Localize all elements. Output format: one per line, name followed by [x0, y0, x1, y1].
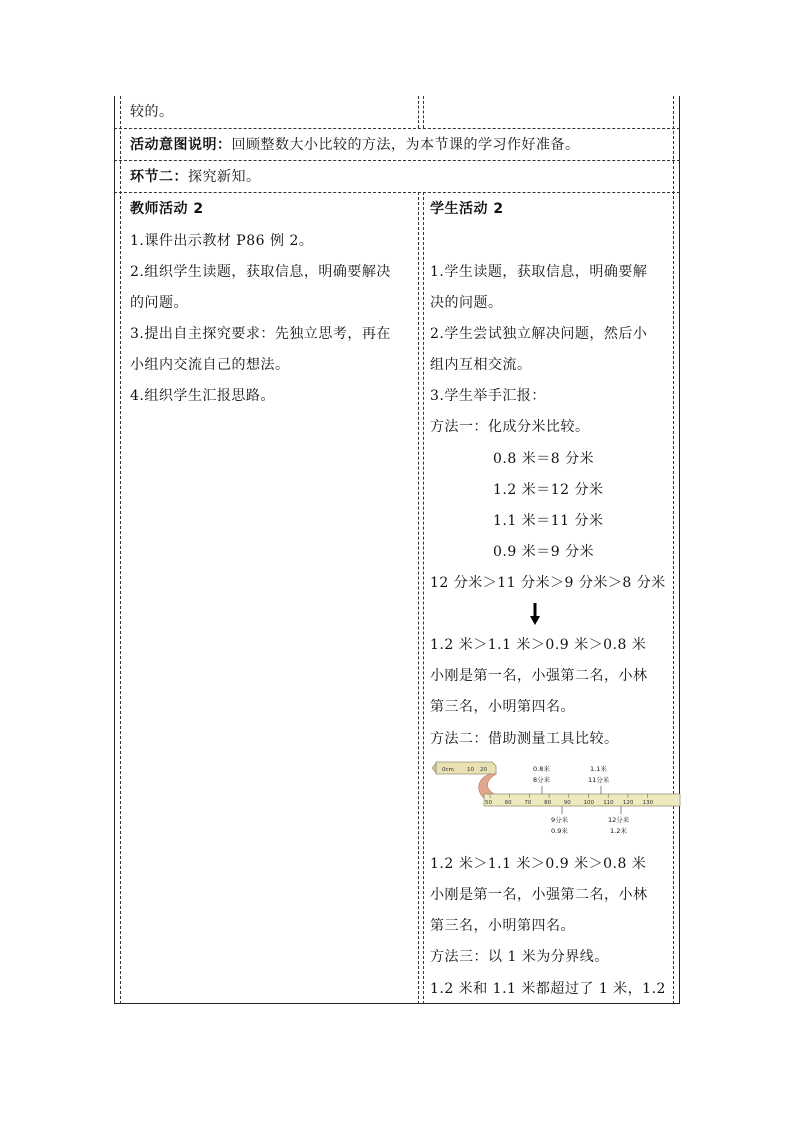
method-two-title: 方法二：借助测量工具比较。	[430, 731, 619, 747]
ruler-tick-label: 110	[603, 800, 614, 806]
intent-text: 回顾整数大小比较的方法，为本节课的学习作好准备。	[231, 137, 580, 153]
ruler-start-label: 0cm	[442, 767, 454, 773]
ruler-tick-label: 130	[642, 800, 654, 806]
ranking-line: 第三名，小明第四名。	[430, 918, 575, 934]
ranking-line: 第三名，小明第四名。	[430, 699, 575, 715]
ruler-start-tick: 20	[480, 767, 487, 773]
section-row	[130, 168, 261, 186]
column-divider-top	[418, 96, 419, 128]
column-divider-2	[423, 192, 424, 1004]
method-three-title: 方法三：以 1 米为分界线。	[430, 949, 609, 965]
conversion-line: 0.9 米＝9 分米	[493, 544, 595, 560]
row-divider-1	[114, 128, 680, 129]
ruler-label-0-9m: 0.9米	[551, 827, 568, 835]
meter-comparison-2: 1.2 米＞1.1 米＞0.9 米＞0.8 米	[430, 856, 647, 872]
ruler-tick-label: 100	[583, 800, 594, 806]
column-divider-top-2	[423, 96, 424, 128]
section-text: 探究新知。	[188, 169, 261, 185]
teacher-line: 2.组织学生读题，获取信息，明确要解决	[130, 264, 391, 280]
decimeter-comparison: 12 分米＞11 分米＞9 分米＞8 分米	[430, 575, 666, 591]
meter-comparison: 1.2 米＞1.1 米＞0.9 米＞0.8 米	[430, 637, 647, 653]
ranking-line: 小刚是第一名，小强第二名，小林	[430, 887, 648, 903]
student-line: 3.学生举手汇报：	[430, 388, 546, 404]
student-heading: 学生活动 2	[430, 201, 504, 217]
method-one-title: 方法一：化成分米比较。	[430, 419, 590, 435]
ruler-label-0-8m: 0.8米	[533, 765, 550, 773]
ruler-label-1-1m: 1.1米	[590, 765, 607, 773]
ruler-tick-label: 80	[544, 800, 552, 806]
row-divider-3	[114, 192, 680, 193]
ruler-tick-label: 90	[563, 800, 571, 806]
student-line: 1.学生读题，获取信息，明确要解	[430, 264, 648, 280]
student-line: 2.学生尝试独立解决问题，然后小	[430, 326, 648, 342]
teacher-line: 4.组织学生汇报思路。	[130, 388, 275, 404]
conversion-line: 1.1 米＝11 分米	[493, 513, 604, 529]
student-line: 决的问题。	[430, 295, 503, 311]
down-arrow-icon	[530, 603, 540, 625]
ruler-tick-label: 70	[524, 800, 532, 806]
ruler-tick-label: 60	[504, 800, 512, 806]
row-divider-2	[114, 160, 680, 161]
section-label: 环节二：	[130, 169, 188, 185]
teacher-line: 1.课件出示教材 P86 例 2。	[130, 233, 314, 249]
ruler-label-8dm: 8分米	[533, 776, 551, 784]
teacher-line: 小组内交流自己的想法。	[130, 357, 290, 373]
ruler-label-9dm: 9分米	[551, 816, 569, 824]
measuring-tape-illustration	[430, 760, 686, 838]
teacher-line: 3.提出自主探究要求：先独立思考，再在	[130, 326, 391, 342]
ruler-label-11dm: 11分米	[588, 776, 610, 784]
ruler-label-1-2m: 1.2米	[610, 827, 627, 835]
conversion-line: 1.2 米＝12 分米	[493, 482, 604, 498]
student-line: 组内互相交流。	[430, 357, 532, 373]
ruler-tick-label: 120	[622, 800, 634, 806]
intent-label: 活动意图说明：	[130, 137, 232, 153]
teacher-line: 的问题。	[130, 295, 188, 311]
top-row-text: 较的。	[130, 104, 174, 120]
ranking-line: 小刚是第一名，小强第二名，小林	[430, 668, 648, 684]
intent-row	[130, 136, 580, 154]
ruler-start-tick: 10	[467, 767, 474, 773]
ruler-label-12dm: 12分米	[608, 816, 630, 824]
ruler-tick-label: 50	[485, 800, 492, 806]
teacher-heading: 教师活动 2	[130, 201, 204, 217]
student-last-line: 1.2 米和 1.1 米都超过了 1 米，1.2	[430, 981, 666, 997]
table-right-inner-border	[673, 96, 674, 1004]
column-divider	[418, 192, 419, 1004]
conversion-line: 0.8 米＝8 分米	[493, 451, 595, 467]
table-left-inner-border	[120, 96, 121, 1004]
